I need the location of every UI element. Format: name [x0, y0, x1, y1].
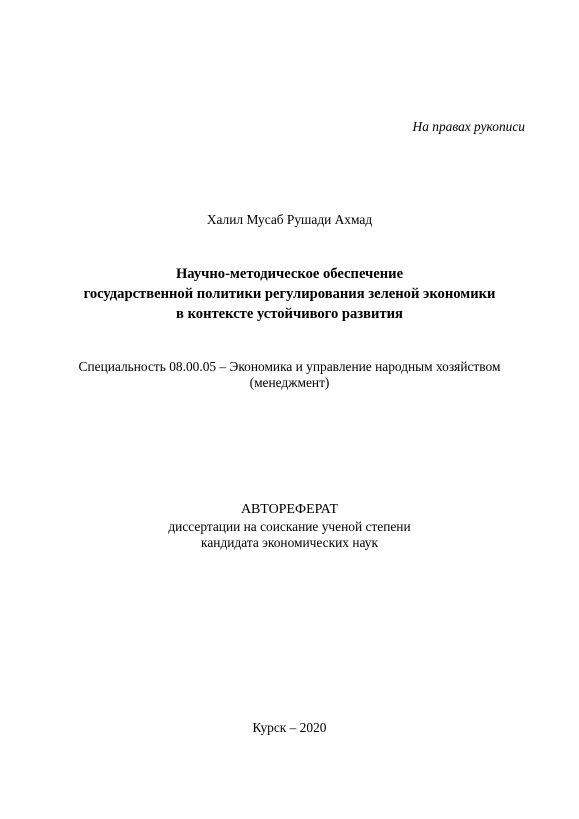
city-year: Курск – 2020	[252, 720, 327, 735]
specialty-block	[0, 359, 579, 391]
abstract-line: диссертации на соискание ученой степени	[168, 519, 411, 534]
abstract-heading: АВТОРЕФЕРАТ	[240, 502, 339, 517]
title-line: в контексте устойчивого развития	[176, 306, 403, 322]
specialty-line: Специальность 08.00.05 – Экономика и управление народным хозяйством	[78, 359, 501, 374]
abstract-line: кандидата экономических наук	[201, 535, 378, 550]
rights-notice: На правах рукописи	[412, 119, 525, 134]
abstract-block	[0, 502, 579, 551]
specialty-line: (менеджмент)	[249, 375, 330, 390]
title-line: государственной политики регулирования зеленой экономики	[83, 286, 496, 302]
author-name: Халил Мусаб Рушади Ахмад	[206, 212, 373, 227]
dissertation-title	[0, 264, 579, 324]
title-line: Научно-методическое обеспечение	[175, 266, 404, 282]
